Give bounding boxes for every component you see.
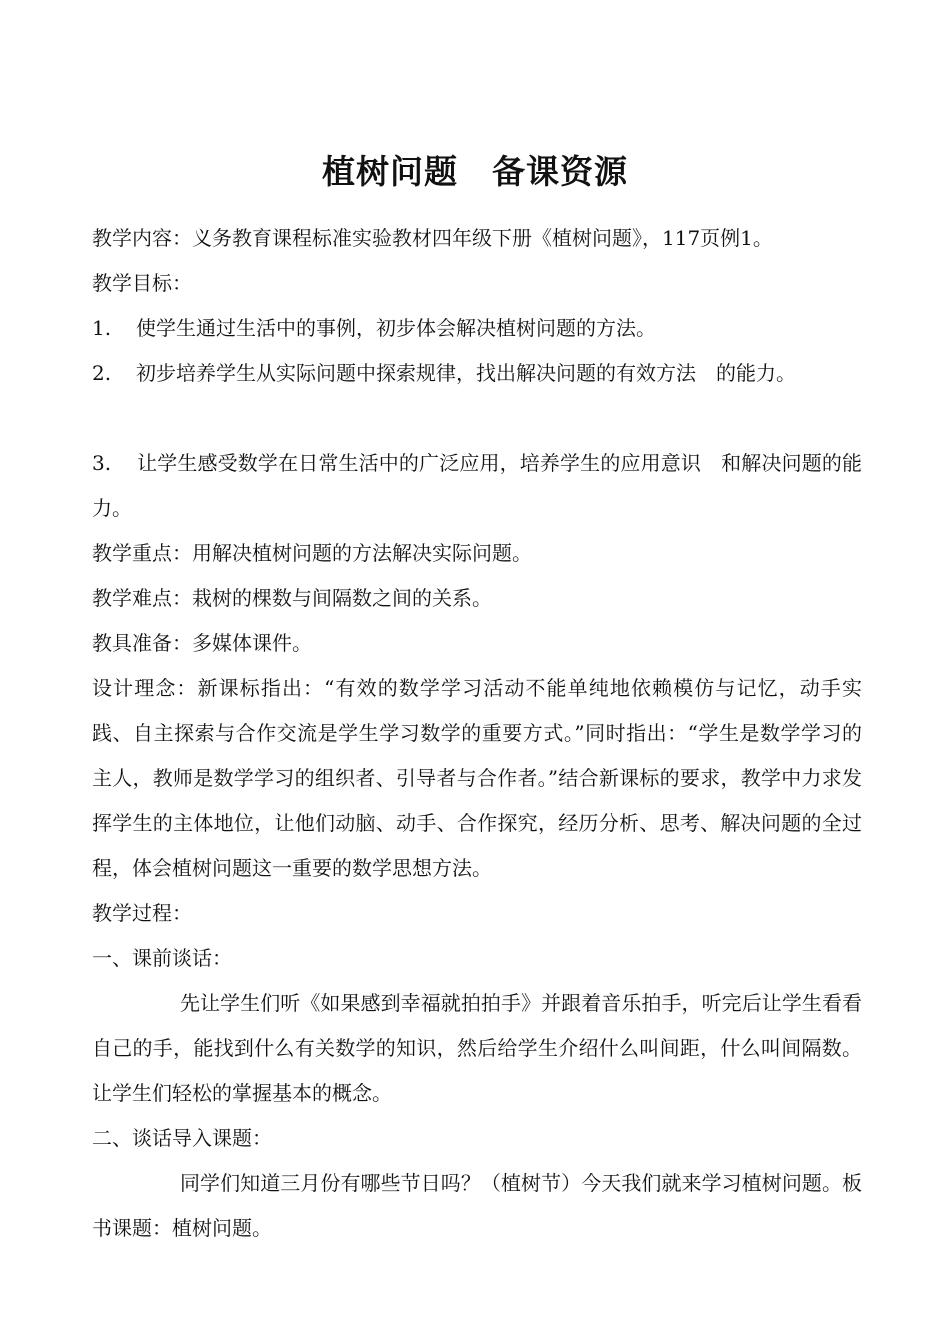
- goal-number: 1.: [92, 316, 112, 340]
- goal-number: 2.: [92, 361, 112, 385]
- document-body: [92, 216, 862, 1251]
- teaching-content: 教学内容：义务教育课程标准实验教材四年级下册《植树问题》，117页例1。: [92, 226, 773, 250]
- goal-item-1: [92, 306, 862, 351]
- section-1-text: 先让学生们听《如果感到幸福就拍拍手》并跟着音乐拍手，听完后让学生看看自己的手，能找到什么有关数学的知识，然后给学生介绍什么叫间距，什么叫间隔数。让学生们轻松的掌握基本的概念。: [92, 991, 862, 1105]
- difficulty: 教学难点：栽树的棵数与间隔数之间的关系。: [92, 586, 492, 610]
- goal-item-2: [92, 351, 862, 396]
- goal-item-3: [92, 441, 862, 531]
- teaching-tools: 教具准备：多媒体课件。: [92, 631, 312, 655]
- goal-text: 让学生感受数学在日常生活中的广泛应用，培养学生的应用意识 和解决问题的能力。: [92, 451, 863, 520]
- design-idea: 设计理念：新课标指出：“有效的数学学习活动不能单纯地依赖模仿与记忆，动手实践、自主探索与合作交流是学生学习数学的重要方式。”同时指出：“学生是数学学习的主人，教师是数学学习的组织者、引导者与合作者。”结合新课标的要求，教学中力求发挥学生的主体地位，让他们动脑、动手、合作探究，经历分析、思考、解决问题的全过程，体会植树问题这一重要的数学思想方法。: [92, 676, 862, 880]
- goals-heading: 教学目标：: [92, 271, 192, 295]
- process-heading: 教学过程：: [92, 901, 192, 925]
- key-point: 教学重点：用解决植树问题的方法解决实际问题。: [92, 541, 532, 565]
- blank-line: [92, 396, 862, 441]
- section-2-text: 同学们知道三月份有哪些节日吗？（植树节）今天我们就来学习植树问题。板书课题：植树问题。: [92, 1171, 862, 1240]
- goal-text: 初步培养学生从实际问题中探索规律，找出解决问题的有效方法 的能力。: [136, 361, 796, 385]
- section-2-heading: 二、谈话导入课题：: [92, 1126, 272, 1150]
- page-title: 植树问题 备课资源: [322, 152, 628, 191]
- goal-text: 使学生通过生活中的事例，初步体会解决植树问题的方法。: [136, 316, 656, 340]
- goal-number: 3.: [92, 451, 112, 475]
- section-1-heading: 一、课前谈话：: [92, 946, 232, 970]
